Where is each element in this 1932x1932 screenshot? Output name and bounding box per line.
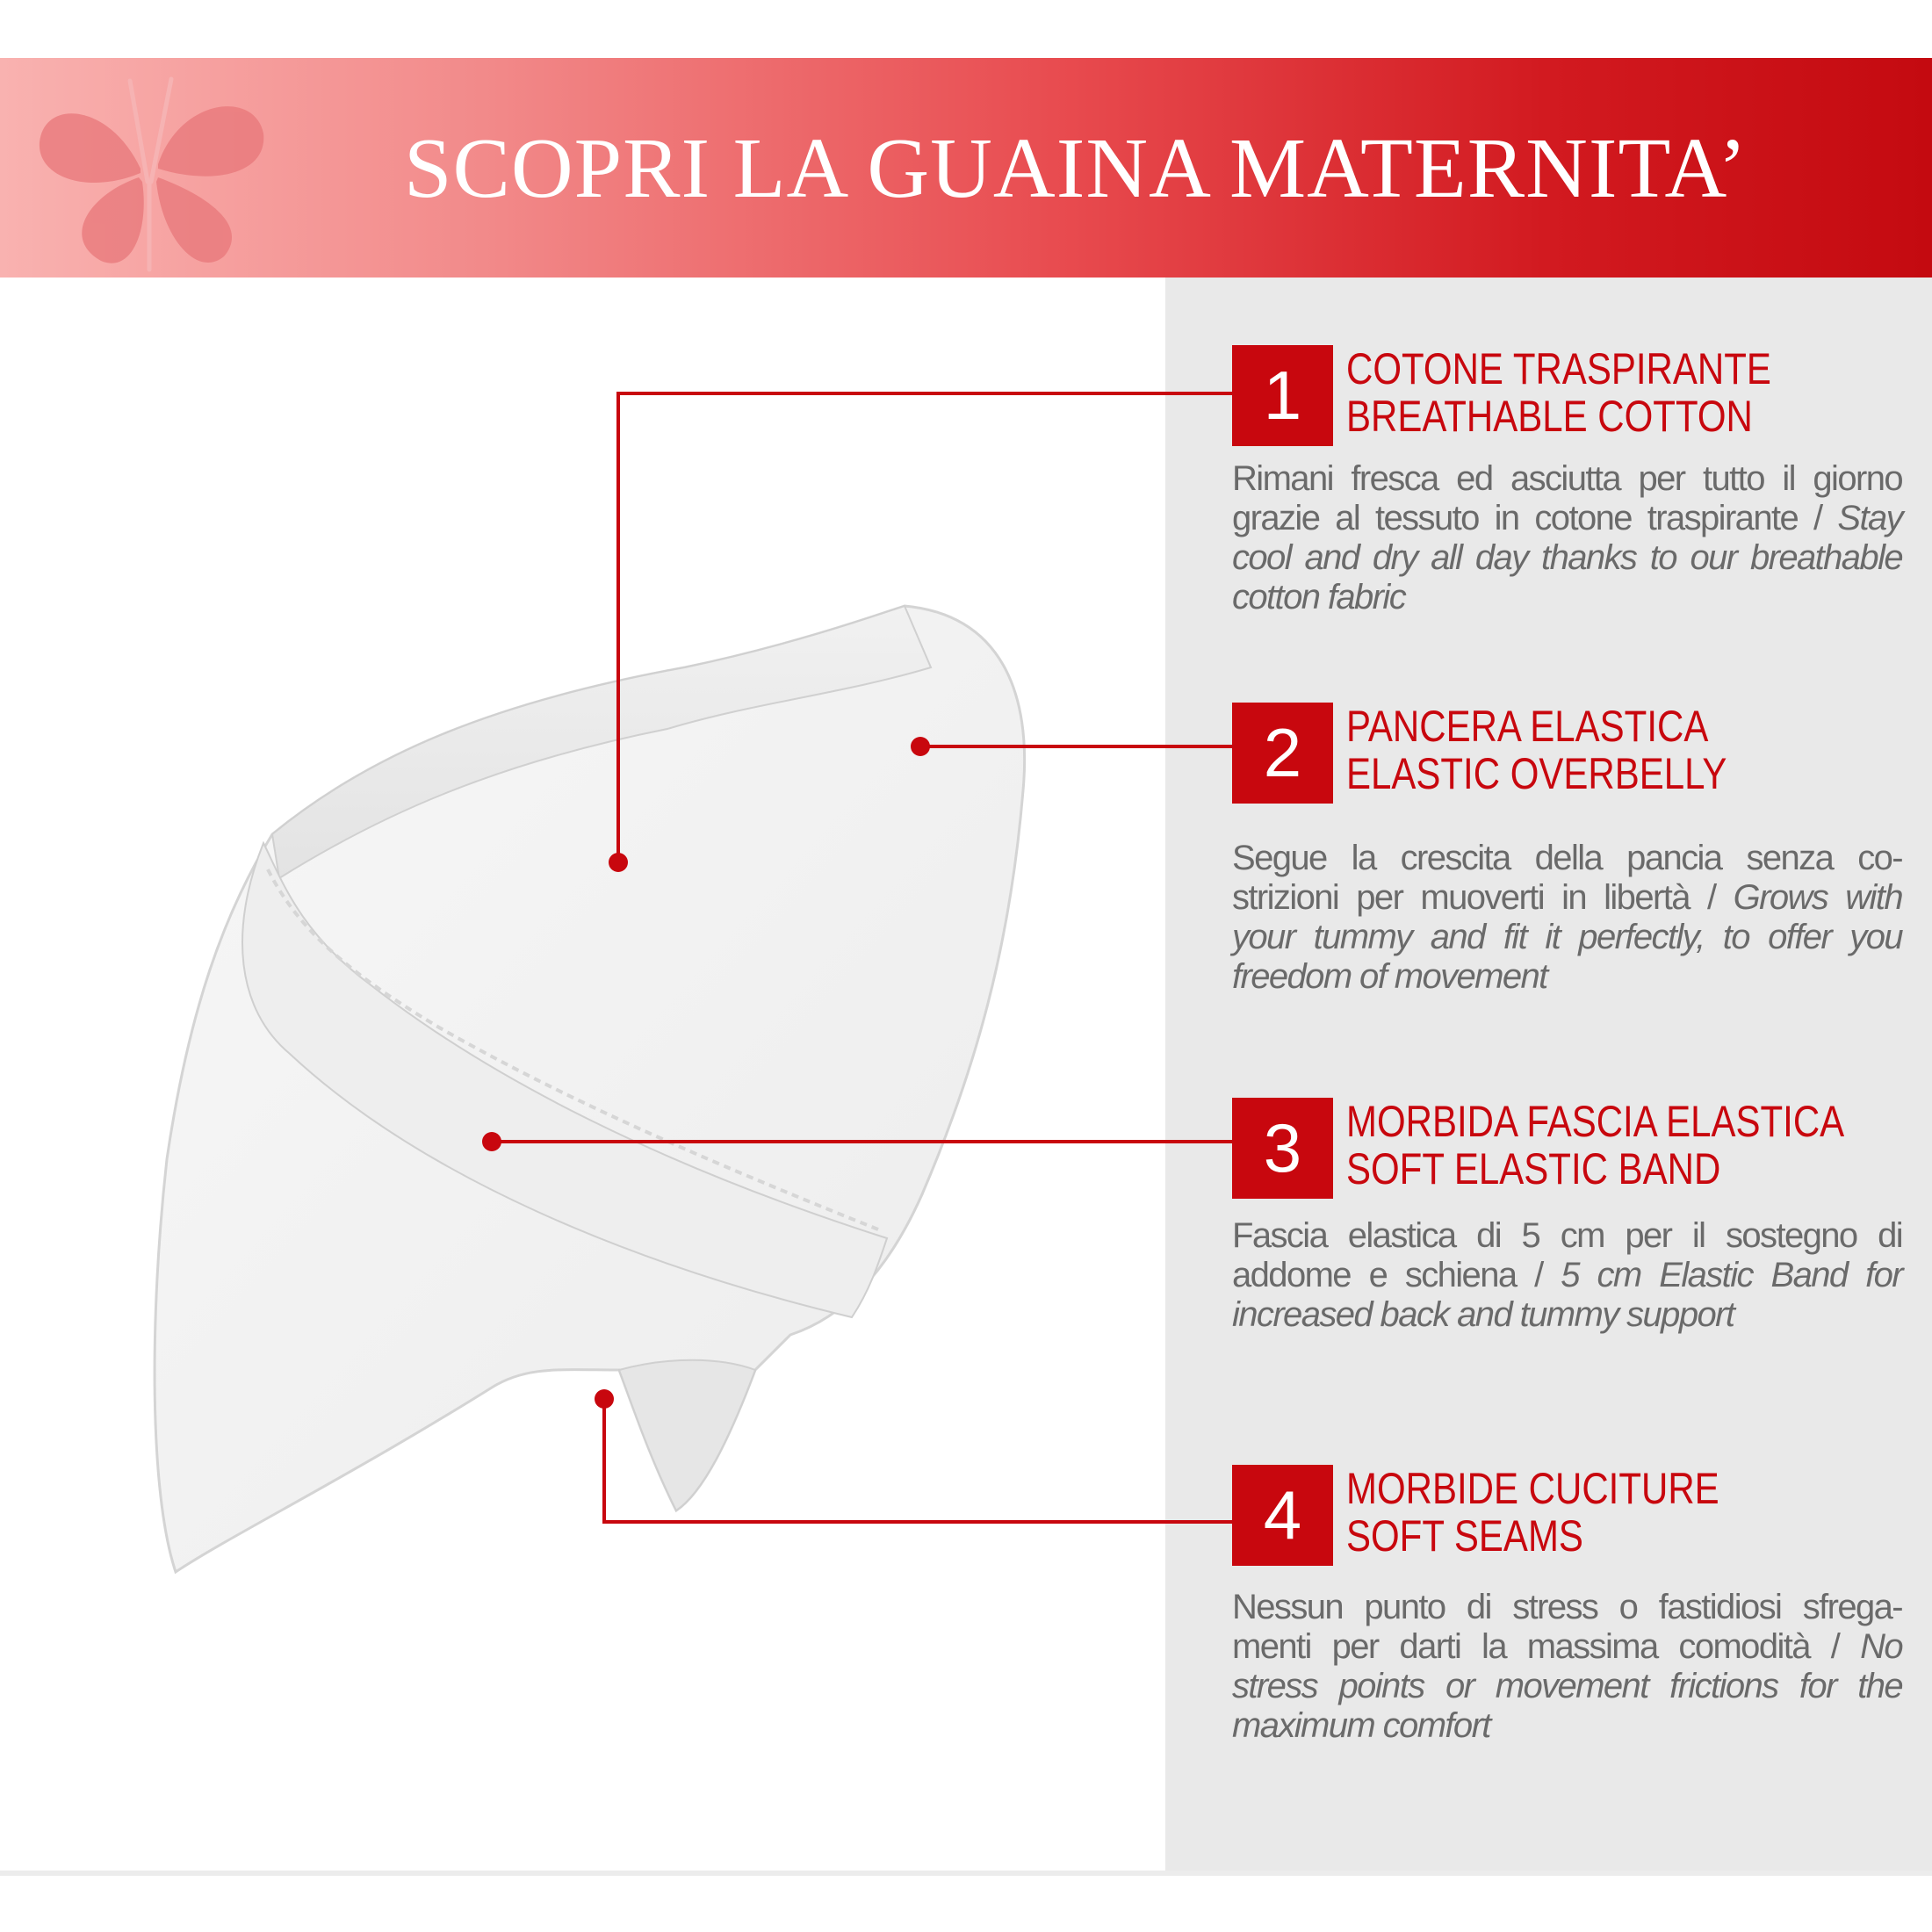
feature-description (1232, 459, 1902, 617)
feature-description (1232, 839, 1902, 997)
feature-title-it: MORBIDA FASCIA ELASTICA (1346, 1097, 1845, 1146)
callout-dot-1 (609, 853, 628, 872)
feature-description (1232, 1588, 1902, 1746)
feature-desc-en: No stress points or movement frictions for the maximum comfort (1232, 1627, 1902, 1745)
page-title: SCOPRI LA GUAINA MATERNITA’ (404, 121, 1748, 216)
feature-description (1232, 1216, 1902, 1335)
feature-2 (1232, 703, 1908, 1010)
feature-number-badge: 2 (1232, 703, 1333, 804)
callout-dot-2 (911, 737, 930, 756)
callout-dot-3 (482, 1132, 501, 1151)
feature-heading (1346, 345, 1771, 440)
feature-title-it: COTONE TRASPIRANTE (1346, 344, 1771, 393)
feature-title-en: SOFT SEAMS (1346, 1511, 1583, 1561)
feature-4 (1232, 1465, 1908, 1763)
feature-number-badge: 4 (1232, 1465, 1333, 1566)
feature-title-en: SOFT ELASTIC BAND (1346, 1144, 1721, 1193)
feature-desc-it: Fascia elastica di 5 cm per il sostegno di addome e schiena / (1232, 1216, 1902, 1294)
callout-dot-4 (595, 1389, 614, 1409)
feature-desc-en: Stay cool and dry all day thanks to our breathable cotton fabric (1232, 499, 1903, 616)
feature-desc-en: Grows with your tummy and fit it perfectly, to offer you freedom of movement (1232, 878, 1902, 996)
feature-desc-it: Segue la crescita della pancia senza co-strizioni per muoverti in libertà / (1232, 839, 1902, 917)
feature-desc-it: Rimani fresca ed asciutta per tutto il giorno grazie al tessuto in cotone traspirante / (1232, 459, 1902, 537)
feature-desc-en: 5 cm Elastic Band for increased back and tummy support (1232, 1256, 1903, 1334)
feature-number-badge: 1 (1232, 345, 1333, 446)
feature-number-badge: 3 (1232, 1098, 1333, 1199)
feature-desc-it: Nessun punto di stress o fastidiosi sfrega-menti per darti la massima comodità / (1232, 1588, 1902, 1666)
feature-3 (1232, 1098, 1908, 1352)
feature-heading (1346, 703, 1727, 797)
feature-1 (1232, 345, 1908, 626)
feature-heading (1346, 1465, 1719, 1560)
feature-title-it: PANCERA ELASTICA (1346, 702, 1709, 751)
feature-title-en: BREATHABLE COTTON (1346, 392, 1753, 441)
brief-leg-opening (619, 1360, 755, 1510)
feature-title-en: ELASTIC OVERBELLY (1346, 749, 1727, 798)
brief-body (155, 606, 1025, 1572)
feature-heading (1346, 1098, 1844, 1193)
feature-title-it: MORBIDE CUCITURE (1346, 1464, 1719, 1513)
